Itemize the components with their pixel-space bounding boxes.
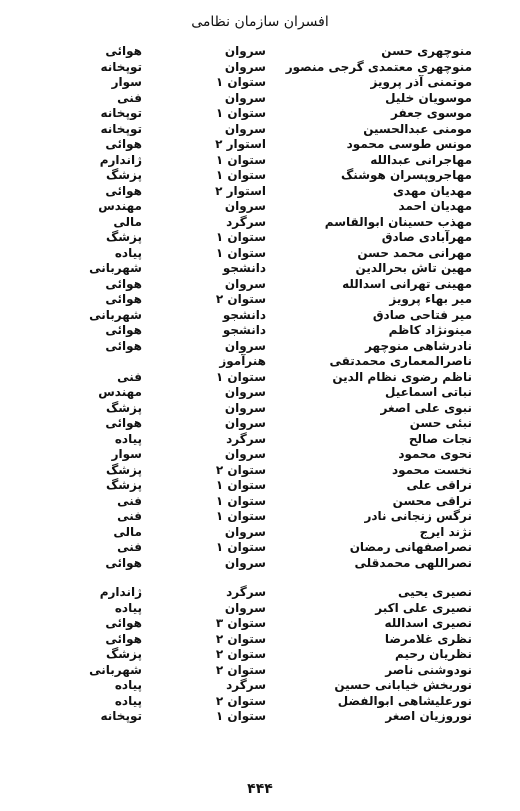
- officer-branch: سوار: [111, 75, 142, 89]
- officer-branch: هوائی: [105, 631, 142, 646]
- list-row: [60, 106, 472, 122]
- list-row: [60, 432, 472, 448]
- officer-branch: سوار: [111, 447, 142, 461]
- officer-name: مینونژاد کاظم: [388, 323, 472, 337]
- list-row: [60, 199, 472, 215]
- officer-rank: ستوان ۱: [215, 106, 266, 120]
- officer-name: منوچهری حسن: [381, 44, 472, 58]
- list-row: [60, 447, 472, 463]
- officer-name: نادرشاهی منوچهر: [365, 338, 472, 353]
- officer-name: مهرانی محمد حسن: [357, 245, 472, 260]
- officer-rank: سروان: [224, 416, 266, 430]
- officer-name: مهذب حسینان ابوالقاسم: [324, 214, 472, 229]
- officer-branch: پیاده: [114, 678, 142, 692]
- officer-rank: سروان: [224, 338, 266, 353]
- officer-branch: توپخانه: [100, 121, 142, 136]
- officer-name: موتمنی آذر پرویز: [370, 75, 472, 89]
- officer-rank: سروان: [224, 600, 266, 615]
- officer-branch: هوائی: [105, 137, 142, 151]
- officer-name: موسوی جعفر: [391, 106, 472, 120]
- officer-name: نصراللهی محمدقلی: [354, 555, 472, 570]
- officer-branch: توپخانه: [100, 106, 142, 120]
- officer-rank: ستوان ۲: [215, 631, 266, 646]
- officer-name: مهینی تهرانی اسدالله: [342, 276, 472, 291]
- officer-rank: ستوان ۱: [215, 245, 266, 260]
- list-row: [60, 354, 472, 370]
- officer-branch: مالی: [113, 214, 142, 229]
- officer-rank: سروان: [224, 400, 266, 415]
- officer-rank: سروان: [224, 524, 266, 539]
- list-row: [60, 44, 472, 60]
- list-row: [60, 601, 472, 617]
- officer-branch: فنی: [117, 369, 142, 384]
- officer-rank: دانشجو: [222, 307, 266, 322]
- list-row: [60, 678, 472, 694]
- officer-name: نراقی علی: [406, 478, 472, 492]
- officer-rank: ستوان ۲: [215, 662, 266, 677]
- officer-rank: سروان: [224, 59, 266, 74]
- officer-rank: ستوان ۱: [215, 709, 266, 723]
- officer-branch: شهربانی: [89, 662, 142, 677]
- officer-rank: سروان: [224, 90, 266, 105]
- officer-name: مهاجروپسران هوشنگ: [341, 168, 472, 182]
- officer-rank: ستوان ۲: [215, 462, 266, 477]
- officer-name: ناصرالمعماری محمدتقی: [329, 354, 472, 368]
- officer-branch: پزشگ: [105, 462, 142, 477]
- officer-name: نحوی محمود: [398, 447, 472, 461]
- officer-name: نوربخش خیابانی حسین: [334, 678, 472, 692]
- officer-name: مهدیان مهدی: [393, 183, 472, 198]
- list-row: [60, 230, 472, 246]
- officer-rank: استوار ۲: [215, 137, 266, 151]
- officer-branch: توپخانه: [100, 59, 142, 74]
- officer-rank: سروان: [224, 199, 266, 213]
- list-row: [60, 709, 472, 725]
- officer-branch: فنی: [117, 493, 142, 508]
- list-row: [60, 401, 472, 417]
- officer-name: نظریان رحیم: [395, 647, 472, 661]
- officer-list: [60, 44, 472, 725]
- officer-name: نژند ایرج: [419, 524, 472, 539]
- officer-rank: سروان: [224, 121, 266, 136]
- officer-rank: سرگرد: [226, 431, 266, 446]
- officer-rank: ستوان ۱: [215, 369, 266, 384]
- officer-name: نظری غلامرضا: [384, 631, 472, 646]
- list-row: [60, 184, 472, 200]
- officer-name: نبئی حسن: [409, 416, 472, 430]
- officer-branch: هوائی: [105, 555, 142, 570]
- officer-branch: پیاده: [114, 693, 142, 708]
- officer-rank: استوار ۲: [215, 183, 266, 198]
- officer-branch: پزشگ: [105, 230, 142, 244]
- officer-rank: سروان: [224, 44, 266, 58]
- list-row: [60, 323, 472, 339]
- officer-rank: هنرآموز: [219, 354, 266, 368]
- list-row: [60, 540, 472, 556]
- list-row: [60, 663, 472, 679]
- page-title: افسران سازمان نظامی: [191, 14, 329, 30]
- officer-branch: شهربانی: [89, 307, 142, 322]
- officer-rank: سروان: [224, 555, 266, 570]
- officer-name: مونس طوسی محمود: [346, 137, 472, 151]
- officer-branch: هوائی: [105, 292, 142, 306]
- officer-rank: ستوان ۱: [215, 75, 266, 89]
- officer-rank: دانشجو: [222, 323, 266, 337]
- officer-branch: هوائی: [105, 616, 142, 630]
- officer-rank: ستوان ۳: [215, 616, 266, 630]
- officer-branch: پزشگ: [105, 478, 142, 492]
- officer-branch: شهربانی: [89, 261, 142, 275]
- officer-branch: مهندس: [98, 199, 142, 213]
- officer-branch: هوائی: [105, 338, 142, 353]
- officer-branch: هوائی: [105, 276, 142, 291]
- officer-name: مهاجرانی عبدالله: [370, 152, 472, 167]
- officer-rank: ستوان ۲: [215, 292, 266, 306]
- officer-name: نودوشنی ناصر: [385, 662, 472, 677]
- officer-branch: پیاده: [114, 600, 142, 615]
- officer-name: نصیری اسدالله: [384, 616, 472, 630]
- officer-name: مهرآبادی صادق: [381, 230, 472, 244]
- list-row: [60, 585, 472, 601]
- officer-name: نصراصفهانی رمضان: [349, 540, 472, 554]
- officer-name: نجات صالح: [408, 431, 472, 446]
- officer-branch: هوائی: [105, 44, 142, 58]
- officer-branch: پیاده: [114, 245, 142, 260]
- officer-branch: مالی: [113, 524, 142, 539]
- list-row: [60, 416, 472, 432]
- officer-rank: سروان: [224, 276, 266, 291]
- list-row: [60, 509, 472, 525]
- officer-branch: فنی: [117, 90, 142, 105]
- list-row: [60, 494, 472, 510]
- list-row: [60, 122, 472, 138]
- officer-rank: ستوان ۲: [215, 647, 266, 661]
- list-row: [60, 292, 472, 308]
- officer-branch: ژاندارم: [99, 152, 142, 167]
- officer-rank: ستوان ۱: [215, 152, 266, 167]
- officer-branch: پزشگ: [105, 168, 142, 182]
- officer-branch: مهندس: [98, 385, 142, 399]
- officer-rank: سرگرد: [226, 678, 266, 692]
- list-row: [60, 463, 472, 479]
- officer-rank: سروان: [224, 385, 266, 399]
- officer-branch: فنی: [117, 509, 142, 523]
- page-number: ۴۴۴: [247, 781, 273, 797]
- officer-rank: دانشجو: [222, 261, 266, 275]
- officer-rank: سرگرد: [226, 214, 266, 229]
- officer-name: نباتی اسماعیل: [384, 385, 472, 399]
- officer-name: نخست محمود: [391, 462, 472, 477]
- list-row: [60, 632, 472, 648]
- officer-rank: ستوان ۱: [215, 509, 266, 523]
- officer-rank: سرگرد: [226, 585, 266, 599]
- list-row: [60, 91, 472, 107]
- list-row: [60, 215, 472, 231]
- list-row: [60, 60, 472, 76]
- list-row: [60, 308, 472, 324]
- list-row: [60, 478, 472, 494]
- list-row: [60, 246, 472, 262]
- officer-branch: ژاندارم: [99, 585, 142, 599]
- officer-branch: هوائی: [105, 183, 142, 198]
- officer-branch: هوائی: [105, 416, 142, 430]
- list-row: [60, 571, 472, 585]
- officer-rank: ستوان ۱: [215, 230, 266, 244]
- officer-rank: ستوان ۱: [215, 540, 266, 554]
- list-row: [60, 75, 472, 91]
- list-row: [60, 153, 472, 169]
- list-row: [60, 694, 472, 710]
- officer-name: نوروزیان اصغر: [385, 709, 472, 723]
- officer-name: موسویان خلیل: [385, 90, 472, 105]
- officer-branch: هوائی: [105, 323, 142, 337]
- officer-branch: پیاده: [114, 431, 142, 446]
- list-row: [60, 556, 472, 572]
- officer-name: مومنی عبدالحسین: [363, 121, 472, 136]
- officer-name: میر بهاء پرویز: [389, 292, 472, 306]
- officer-name: مهین تاش بحرالدین: [355, 261, 472, 275]
- list-row: [60, 647, 472, 663]
- list-row: [60, 277, 472, 293]
- officer-rank: ستوان ۱: [215, 493, 266, 508]
- list-row: [60, 616, 472, 632]
- officer-rank: ستوان ۱: [215, 168, 266, 182]
- officer-name: نرگس زنجانی نادر: [364, 509, 472, 523]
- officer-name: نراقی محسن: [392, 493, 472, 508]
- officer-branch: توپخانه: [100, 709, 142, 723]
- officer-rank: سروان: [224, 447, 266, 461]
- officer-branch: فنی: [117, 540, 142, 554]
- officer-name: ناظم رضوی نظام الدین: [332, 369, 472, 384]
- list-row: [60, 168, 472, 184]
- officer-name: مهدیان احمد: [398, 199, 472, 213]
- officer-rank: ستوان ۱: [215, 478, 266, 492]
- officer-name: نبوی علی اصغر: [380, 400, 472, 415]
- officer-name: میر فتاحی صادق: [372, 307, 472, 322]
- officer-name: نورعلیشاهی ابوالفضل: [337, 693, 472, 708]
- officer-rank: ستوان ۲: [215, 693, 266, 708]
- list-row: [60, 339, 472, 355]
- list-row: [60, 261, 472, 277]
- list-row: [60, 137, 472, 153]
- officer-branch: پزشگ: [105, 647, 142, 661]
- list-row: [60, 385, 472, 401]
- list-row: [60, 370, 472, 386]
- officer-name: نصیری یحیی: [397, 585, 472, 599]
- list-row: [60, 525, 472, 541]
- officer-name: نصیری علی اکبر: [375, 600, 472, 615]
- officer-name: منوچهری معتمدی گرجی منصور: [285, 59, 472, 74]
- officer-branch: پزشگ: [105, 400, 142, 415]
